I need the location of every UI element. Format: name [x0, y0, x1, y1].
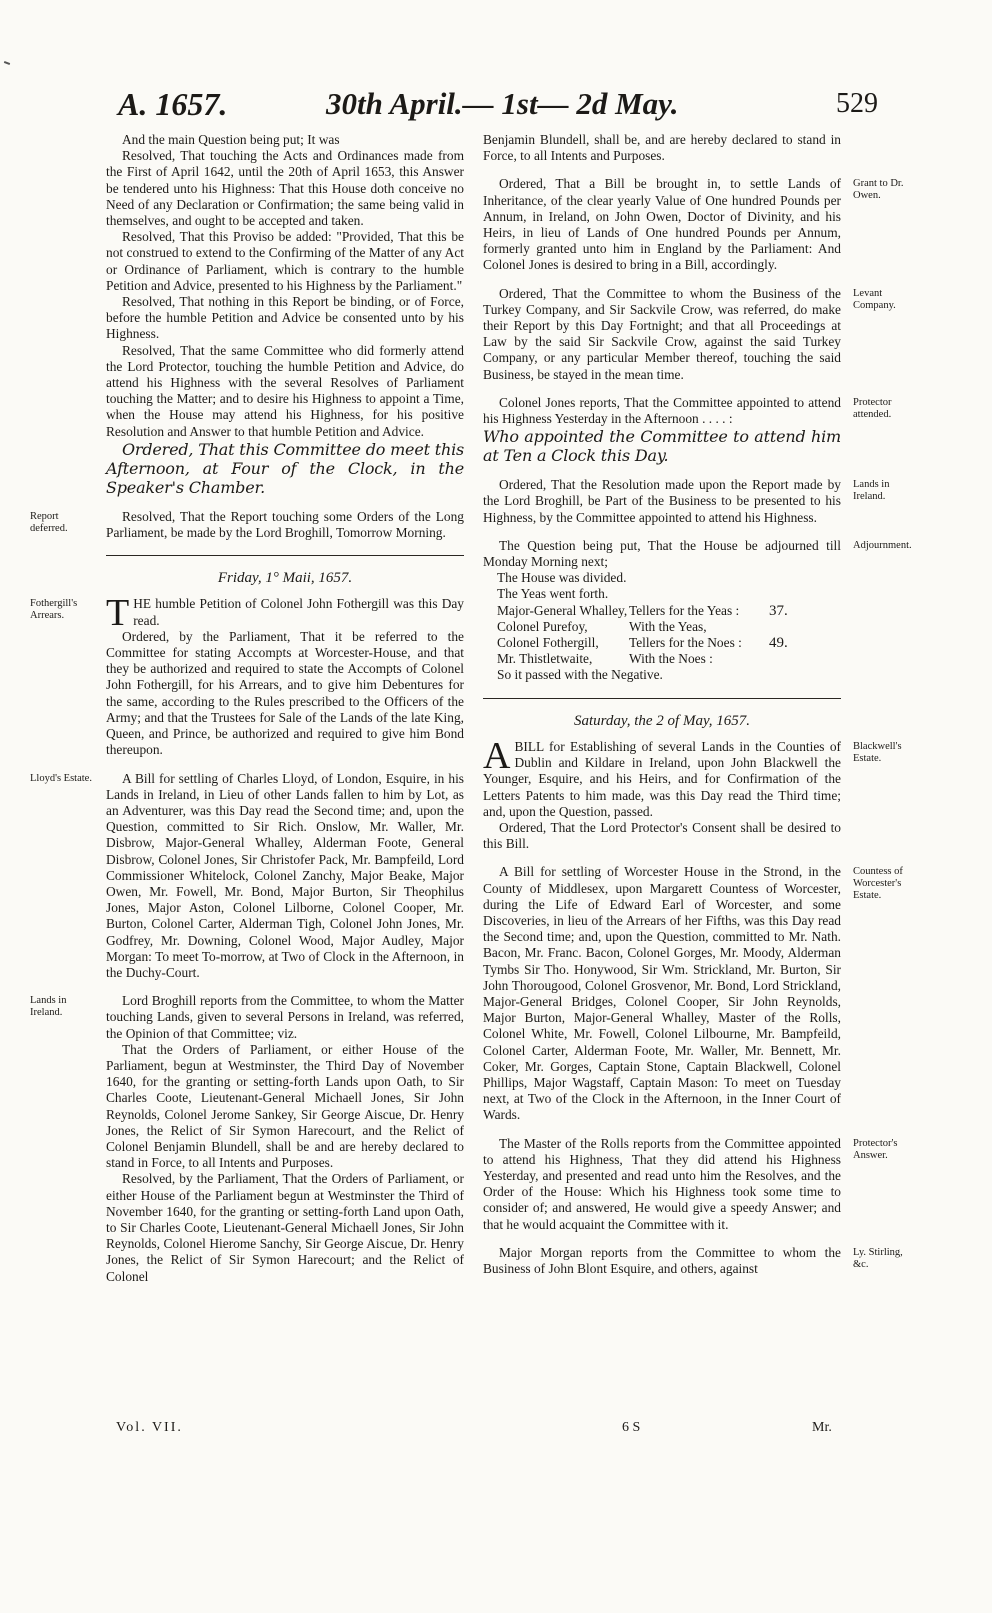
paragraph: Lord Broghill reports from the Committee, to whom the Matter touching Lands, given to several Persons in Ireland, was referred, the Opinion of that Committee; viz. [106, 993, 464, 1041]
margin-note: Grant to Dr. Owen. [853, 178, 904, 202]
catchword: Mr. [812, 1420, 832, 1435]
paragraph: The Master of the Rolls reports from the Committee appointed to attend his Highness, That they did attend his Highness Yesterday, and presented and read unto him the Resolves, and the Order of the House: Which his Highness took some time to consider of; and answered, He would give a speedy Answer; and that he would acquaint the Committee with it. [483, 1135, 841, 1232]
entry-report-deferred [30, 508, 464, 541]
teller-name: Colonel Purefoy, [497, 618, 588, 634]
paragraph: Ordered, That the Committee to whom the Business of the Turkey Company, and Sir Sackvile Crow, was referred, do make their Report by this Day Fortnight; and that all Proceedings at Law by the said Sir Sackvile Crow, against the said Turkey Company, or any particular Member thereof, touching the said Business, be stayed in the mean time. [483, 285, 841, 382]
paragraph: Ordered, That the Lord Protector's Consent shall be desired to this Bill. [483, 819, 841, 852]
paragraph: Ordered, That a Bill be brought in, to settle Lands of Inheritance, of the clear yearly Value of One hundred Pounds per Annum, in Ireland, on John Owen, Doctor of Divinity, and his Heirs, in lieu of Lands of One hundred Pounds per Annum, formerly granted unto him in England by the Parliament: And Colonel Jones is desired to bring in a Bill, accordingly. [483, 176, 841, 273]
margin-note: Lands in Ireland. [853, 479, 890, 503]
section-rule [483, 698, 841, 699]
handwritten-note: Who appointed the Committee to attend him at Ten a Clock this Day. [483, 427, 841, 466]
paragraph: Resolved, That touching the Acts and Ordinances made from the First of April 1642, until the 20th of April 1653, this Answer be tendered unto his Highness: That this House doth conceive no Need of any Declaration or Confirmation; the same being valid in themselves, and ought to be accepted and taken. [106, 148, 464, 229]
tellers-table [483, 603, 841, 668]
entry-lloyd [30, 770, 464, 982]
paragraph: Ordered, That the Resolution made upon the Report made by the Lord Broghill, be Part of the Business to be presented to his Highness, by the Committee appointed to attend his Highness. [483, 477, 841, 525]
entry-worcester [483, 864, 903, 1123]
paragraph-text: BILL for Establishing of several Lands in the Counties of Dublin and Kildare in Ireland, upon John Blackwell the Younger, Esquire, and his Heirs, and for Confirmation of the Letters Patents to him made, was this Day read the Third time; and, upon the Question, passed. [483, 738, 841, 819]
division-yeas-forth: The Yeas went forth. [497, 586, 609, 602]
entry-blackwell [483, 734, 902, 852]
paragraph: Resolved, That the same Committee who did formerly attend the Lord Protector, touching the humble Petition and Advice, do attend his Highness with the several Resolves of Parliament touching the Matter; and to desire his Highness to appoint a Time, when the House may attend his Highness, for his positive Resolution and Answer to that humble Petition and Advice. [106, 342, 464, 439]
handwritten-order: Ordered, That this Committee do meet this Afternoon, at Four of the Clock, in the Speaker's Chamber. [106, 439, 464, 497]
entry-answer [483, 1135, 898, 1233]
division-result: So it passed with the Negative. [497, 667, 663, 683]
division-divided: The House was divided. [497, 570, 627, 586]
header-dates: 30th April.— 1st— 2d May. [326, 86, 679, 121]
entry-owen [483, 176, 904, 273]
paragraph: Benjamin Blundell, shall be, and are hereby declared to stand in Force, to all Intents and Purposes. [483, 132, 841, 164]
paragraph: And the main Question being put; It was [122, 132, 340, 147]
margin-note: Lands in Ireland. [30, 995, 67, 1019]
drop-cap: T [106, 592, 130, 635]
paragraph: Resolved, That the Report touching some Orders of the Long Parliament, be made by the Lord Broghill, Tomorrow Morning. [106, 508, 464, 541]
tally-spacer [769, 651, 799, 667]
left-column [30, 132, 464, 1285]
paragraph [483, 734, 841, 820]
ink-mark [4, 61, 10, 65]
teller-name: Major-General Whalley, [497, 602, 628, 618]
signature-mark: 6 S [622, 1420, 641, 1435]
drop-cap: A [483, 734, 511, 777]
entry-protector [483, 394, 892, 466]
entry-lands-ireland [30, 993, 464, 1285]
margin-note: Protector attended. [853, 396, 892, 420]
teller-name: Mr. Thistletwaite, [497, 651, 593, 667]
margin-note: Countess of Worcester's Estate. [853, 866, 903, 902]
margin-note: Protector's Answer. [853, 1137, 898, 1161]
header-year: A. 1657. [118, 86, 228, 122]
paragraph: A Bill for settling of Worcester House in the Strond, in the County of Middlesex, upon Margarett Countess of Worcester, during the Life of Edward Earl of Worcester, and some Discoveries, in lieu of the Arrears of her Fifths, was this Day read the Second time; and, upon the Question, committed to Mr. Nath. Bacon, Mr. Franc. Bacon, Colonel Gorges, Mr. Moody, Alderman Tymbs Sir Tho. Honywood, Sir Wm. Strickland, Mr. Burton, Sir John Thorougood, Colonel Grosvenor, Mr. Bond, Lord Strickland, Major-General Bridges, Colonel Cooper, Sir John Reynolds, Major Burton, Major-General Whalley, Master of the Rolls, Colonel White, Mr. Fowell, Colonel Lilbourne, Mr. Bampfeild, Colonel Carter, Alderman Foote, Mr. Waller, Mr. Bennett, Mr. Coker, Mr. Gorges, Captain Stone, Captain Blackwell, Colonel Phillips, Major Wagstaff, Captain Mason: To meet on Tuesday next, at Two of the Clock in the Afternoon, in the Inner Court of Wards. [483, 864, 841, 1123]
paragraph: Ordered, by the Parliament, That it be referred to the Committee for stating Accompts at Worcester-House, and that they be authorized and required to state the Accompts of Colonel John Fothergill, for his Arrears, and to give him Debentures for the same, according to the Rules prescribed to the Officers of the Army; and that the Trustees for Sale of the Lands of the late King, Queen, and Prince, be authorized and required to give him Bond thereupon. [106, 628, 464, 758]
paragraph: Colonel Jones reports, That the Committee appointed to attend his Highness Yesterday in the Afternoon . . . . : [483, 394, 841, 427]
paragraph: Resolved, by the Parliament, That the Orders of Parliament, or either House of the Parliament begun at Westminster the Third of November 1640, for the granting or setting-forth Land upon Oath, to Sir Charles Coote, Lieutenant-General Michaell Jones, Sir John Reynolds, Colonel Hierome Sanchy, Sir George Aiscue, Dr. Henry Jones, the Relict of Sir Symon Harecourt; and the Relict of Colonel [106, 1171, 464, 1284]
margin-note: Adjournment. [853, 539, 912, 551]
day-heading-friday: Friday, 1° Maii, 1657. [217, 570, 353, 587]
margin-note: Report deferred. [30, 510, 68, 534]
teller-name: Colonel Fothergill, [497, 635, 599, 651]
yeas-count: 37. [769, 602, 788, 619]
entry-lands-ireland-2 [483, 477, 890, 526]
right-column [483, 132, 912, 1277]
margin-note: Blackwell's Estate. [853, 740, 902, 764]
teller-role: With the Noes : [629, 651, 713, 667]
margin-note: Ly. Stirling, &c. [853, 1246, 903, 1270]
entry-stirling [483, 1244, 903, 1277]
teller-role: Tellers for the Yeas : [629, 602, 740, 618]
paragraph: That the Orders of Parliament, or either House of the Parliament, begun at Westminster, the Third Day of November 1640, for the granting or setting-forth Lands upon Oath, to Sir Charles Coote, Lieutenant-General Michaell Jones, Sir John Reynolds, Colonel Jerome Sankey, Sir George Aiscue, Dr. Henry Jones, the Relict of Sir Symon Harecourt, and the Relict of Colonel Benjamin Blundell, shall be and are hereby declared to stand in Force, to all Intents and Purposes. [106, 1041, 464, 1171]
entry-fothergill [30, 592, 464, 758]
teller-role: Tellers for the Noes : [629, 635, 742, 651]
noes-count: 49. [769, 635, 788, 652]
entry-levant [483, 285, 896, 383]
paragraph: Resolved, That nothing in this Report be binding, or of Force, before the humble Petition and Advice be consented unto by his Highness. [106, 294, 464, 342]
page-header [0, 86, 992, 136]
section-rule [106, 555, 464, 556]
volume-label: Vol. VII. [116, 1420, 183, 1435]
teller-role: With the Yeas, [629, 618, 707, 634]
paragraph: Resolved, That this Proviso be added: "Provided, That this be not construed to extend to the Confirming of the Matter of any Act or Ordinance of Parliament, which is contrary to the humble Petition and Advice, presented to his Highness by the Parliament." [106, 229, 464, 293]
margin-note: Levant Company. [853, 287, 896, 311]
paragraph: A Bill for settling of Charles Lloyd, of London, Esquire, in his Lands in Ireland, in Lieu of other Lands fallen to him by Lot, as an Adventurer, was this Day read the Second time; and, upon the Question, committed to Sir Rich. Onslow, Mr. Waller, Mr. Disbrow, Major-General Whalley, Alderman Foote, General Disbrow, Colonel Jones, Sir Christofer Pack, Mr. Bampfeild, Lord Commissioner Whitelock, Colonel Zanchy, Major Beake, Major Owen, Mr. Fowell, Mr. Bond, Major Burton, Sir Theophilus Jones, Major Aston, Colonel Lilborne, Colonel Cooper, Mr. Burton, Colonel Carter, Alderman Tigh, Colonel John Jones, Mr. Godfrey, Mr. Downing, Colonel Wood, Major Audley, Major Morgan: To meet To-morrow, at Two of Clock in the Afternoon, in the Duchy-Court. [106, 770, 464, 980]
entry-adjournment [483, 537, 912, 684]
paragraph [106, 592, 464, 635]
tally-spacer [769, 619, 799, 635]
page-number: 529 [836, 88, 878, 119]
paragraph: The Question being put, That the House be adjourned till Monday Morning next; [483, 537, 841, 570]
margin-note: Lloyd's Estate. [30, 772, 92, 784]
margin-note: Fothergill's Arrears. [30, 598, 78, 622]
paragraph: Major Morgan reports from the Committee to whom the Business of John Blont Esquire, and others, against [483, 1244, 841, 1276]
paragraph-text: HE humble Petition of Colonel John Fothergill was this Day read. [133, 596, 464, 628]
day-heading-saturday: Saturday, the 2 of May, 1657. [573, 712, 751, 729]
